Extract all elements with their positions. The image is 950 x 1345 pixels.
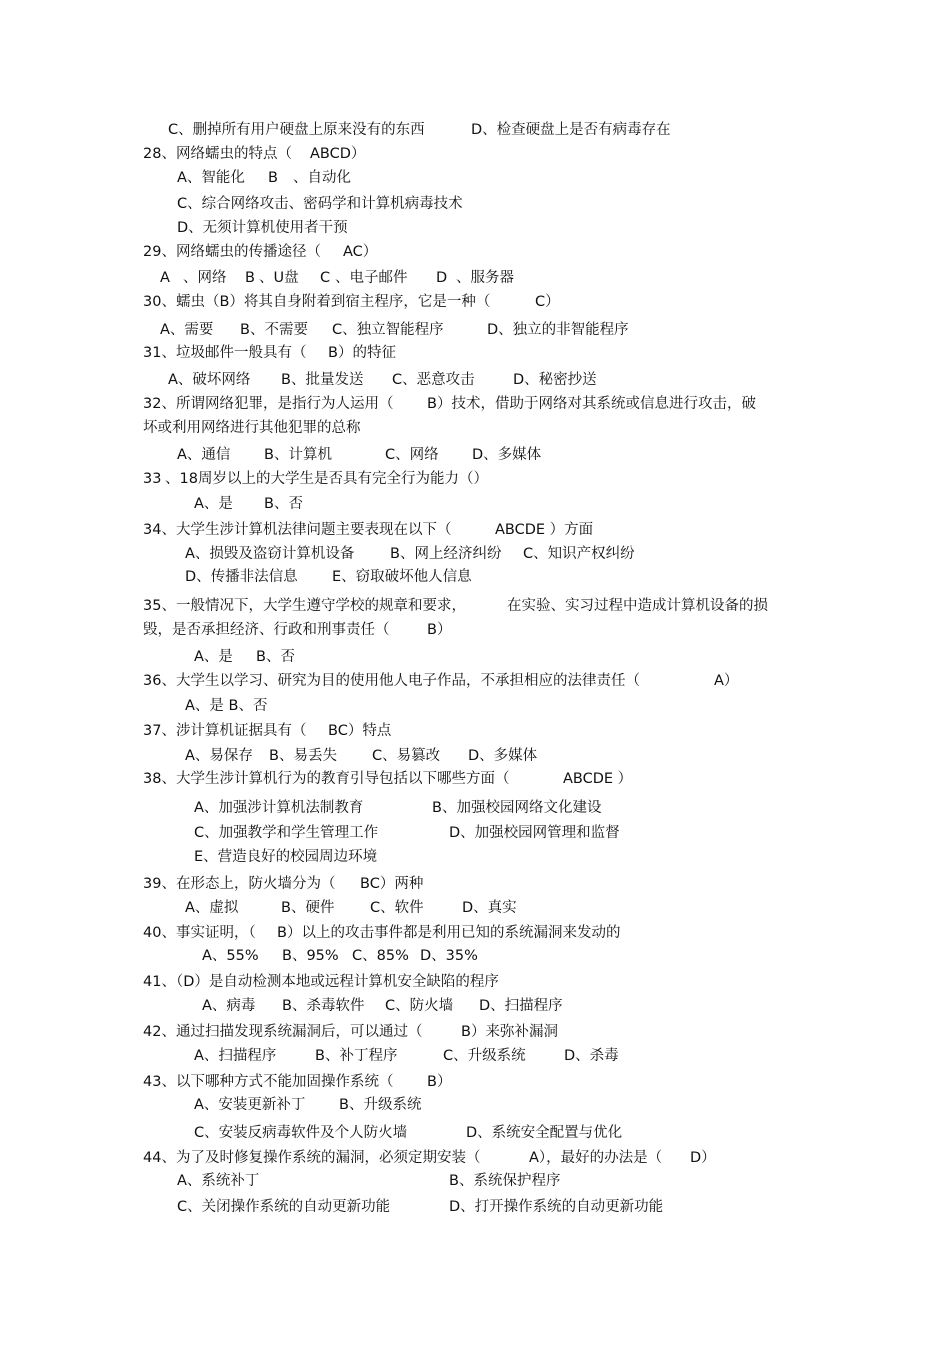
text-segment: D、系统安全配置与优化 [466,1125,623,1141]
text-segment: C） [535,294,560,310]
text-segment: A、安装更新补丁 [194,1097,306,1113]
text-segment: 40、事实证明，（ [143,925,256,941]
text-segment: C、删掉所有用户硬盘上原来没有的东西 [168,122,425,138]
text-segment: C、关闭操作系统的自动更新功能 [177,1199,391,1215]
text-segment: ABCD） [310,146,366,162]
text-segment: B、补丁程序 [315,1048,398,1064]
text-segment: 42、通过扫描发现系统漏洞后，可以通过（ [143,1024,423,1040]
text-segment: 、自动化 [293,170,351,186]
text-segment: D、独立的非智能程序 [487,322,629,338]
text-segment: B、系统保护程序 [449,1173,561,1189]
text-segment: 34、大学生涉计算机法律问题主要表现在以下（ [143,522,452,538]
text-segment: 44、为了及时修复操作系统的漏洞，必须定期安装（ [143,1150,481,1166]
text-segment: B）技术，借助于网络对其系统或信息进行攻击，破 [427,396,756,412]
text-segment: A、需要 [160,322,214,338]
text-segment: A），最好的办法是（ [529,1150,663,1166]
text-segment: B、网上经济纠纷 [390,546,502,562]
text-segment: C、软件 [370,900,424,916]
text-segment: A、病毒 [202,998,256,1014]
text-segment: D、杀毒 [564,1048,619,1064]
text-segment: C、知识产权纠纷 [523,546,635,562]
text-segment: E、窃取破坏他人信息 [332,569,472,585]
text-segment: D、加强校园网管理和监督 [449,825,620,841]
text-segment: B、易丢失 [269,748,337,764]
text-segment: 、服务器 [456,270,514,286]
text-segment: AC） [343,244,378,260]
text-segment: 31、垃圾邮件一般具有（ [143,345,307,361]
text-segment: A、55% [202,948,259,964]
text-segment: 29、网络蠕虫的传播途径（ [143,244,321,260]
text-segment: B）的特征 [328,345,396,361]
text-segment: 、18周岁以上的大学生是否具有完全行为能力（） [165,471,488,487]
text-segment: D、真实 [462,900,517,916]
text-segment: B、升级系统 [339,1097,422,1113]
text-segment: 、网络 [183,270,227,286]
text-segment: B、否 [264,496,303,512]
text-segment: B、批量发送 [281,372,364,388]
text-segment: 坏或利用网络进行其他犯罪的总称 [143,420,361,436]
text-segment: D、多媒体 [472,447,542,463]
text-segment: D） [690,1150,716,1166]
text-segment: D [436,270,448,286]
text-segment: A、是 [194,649,233,665]
text-segment: BC）两种 [360,876,424,892]
text-segment: 41、（D）是自动检测本地或远程计算机安全缺陷的程序 [143,974,499,990]
text-segment: B、杀毒软件 [282,998,365,1014]
text-segment: B） [427,622,452,638]
text-segment: 37、涉计算机证据具有（ [143,723,307,739]
text-segment: C [320,270,331,286]
text-segment: ABCDE ） [563,771,633,787]
text-segment: C、易篡改 [372,748,441,764]
text-segment: A、易保存 [185,748,253,764]
text-segment: C、85% [352,948,409,964]
text-segment: C、恶意攻击 [392,372,475,388]
text-segment: B、不需要 [240,322,308,338]
text-segment: D、传播非法信息 [185,569,298,585]
text-segment: 35、一般情况下，大学生遵守学校的规章和要求， [143,598,466,614]
text-segment: A） [714,673,739,689]
text-segment: B [245,270,255,286]
text-segment: 28、网络蠕虫的特点（ [143,146,292,162]
text-segment: A、破坏网络 [168,372,251,388]
text-segment: A、智能化 [177,170,245,186]
text-segment: 39、在形态上，防火墙分为（ [143,876,336,892]
text-segment: A [160,270,170,286]
text-segment: 、U盘 [259,270,299,286]
text-segment: C、网络 [385,447,439,463]
text-segment: C、防火墙 [385,998,454,1014]
text-segment: A、损毁及盗窃计算机设备 [185,546,355,562]
text-segment: D、秘密抄送 [513,372,597,388]
text-segment: D、检查硬盘上是否有病毒存在 [471,122,671,138]
text-segment: D、扫描程序 [479,998,563,1014]
text-segment: C、加强教学和学生管理工作 [194,825,379,841]
text-segment: 33 [143,471,162,487]
text-segment: B、硬件 [281,900,335,916]
text-segment: 在实验、实习过程中造成计算机设备的损 [507,598,768,614]
text-segment: D、多媒体 [468,748,538,764]
text-segment: C、升级系统 [443,1048,526,1064]
text-segment: C、独立智能程序 [332,322,444,338]
text-segment: A、加强涉计算机法制教育 [194,800,364,816]
text-segment: A、通信 [177,447,231,463]
text-segment: B） [427,1074,452,1090]
text-segment: A、虚拟 [185,900,239,916]
text-segment: E、营造良好的校园周边环境 [194,849,378,865]
text-segment: B、计算机 [264,447,332,463]
text-segment: ABCDE ）方面 [495,522,594,538]
text-segment: B、95% [282,948,339,964]
text-segment: D、无须计算机使用者干预 [177,220,348,236]
text-segment: 32、所谓网络犯罪，是指行为人运用（ [143,396,394,412]
text-segment: 30、蠕虫（B）将其自身附着到宿主程序，它是一种（ [143,294,491,310]
text-segment: 38、大学生涉计算机行为的教育引导包括以下哪些方面（ [143,771,510,787]
text-segment: C、综合网络攻击、密码学和计算机病毒技术 [177,196,463,212]
text-segment: B）以上的攻击事件都是利用已知的系统漏洞来发动的 [277,925,621,941]
text-segment: 36、大学生以学习、研究为目的使用他人电子作品，不承担相应的法律责任（ [143,673,640,689]
text-segment: BC）特点 [328,723,392,739]
text-segment: B）来弥补漏洞 [461,1024,558,1040]
text-segment: A、系统补丁 [177,1173,260,1189]
text-segment: A、是 B、否 [185,698,268,714]
text-segment: C、安装反病毒软件及个人防火墙 [194,1125,408,1141]
text-segment: 毁，是否承担经济、行政和刑事责任（ [143,622,390,638]
text-segment: D、打开操作系统的自动更新功能 [449,1199,664,1215]
text-segment: 43、以下哪种方式不能加固操作系统（ [143,1074,394,1090]
text-segment: D、35% [420,948,478,964]
text-segment: A、是 [194,496,233,512]
text-segment: 、电子邮件 [335,270,408,286]
text-segment: B、否 [256,649,295,665]
text-segment: B [268,170,278,186]
text-segment: A、扫描程序 [194,1048,277,1064]
text-segment: B、加强校园网络文化建设 [432,800,602,816]
